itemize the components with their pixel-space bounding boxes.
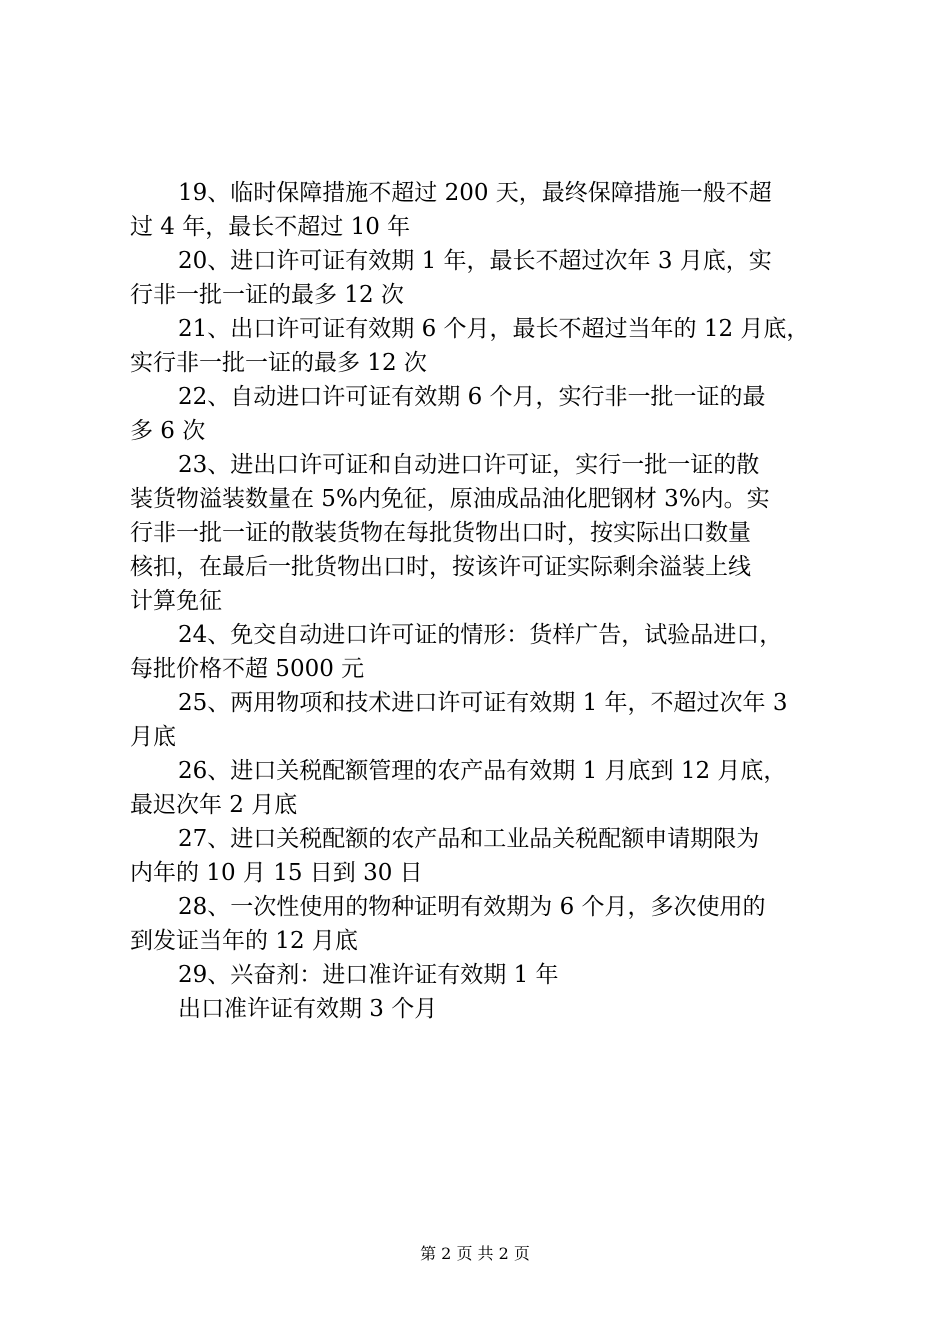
text-line: 到发证当年的 12 月底: [130, 928, 358, 954]
text-line: 多 6 次: [130, 418, 206, 444]
text-line: 25、两用物项和技术进口许可证有效期 1 年，不超过次年 3: [178, 690, 788, 716]
text-line: 实行非一批一证的最多 12 次: [130, 350, 427, 376]
text-line: 装货物溢装数量在 5%内免征，原油成品油化肥钢材 3%内。实: [130, 486, 770, 512]
text-line: 核扣，在最后一批货物出口时，按该许可证实际剩余溢装上线: [130, 554, 751, 580]
text-line: 21、出口许可证有效期 6 个月，最长不超过当年的 12 月底，: [178, 316, 810, 342]
text-line: 月底: [130, 724, 176, 750]
document-body: [130, 176, 835, 1026]
text-line: 27、进口关税配额的农产品和工业品关税配额申请期限为: [178, 826, 760, 852]
text-line: 过 4 年，最长不超过 10 年: [130, 214, 411, 240]
text-line: 19、临时保障措施不超过 200 天，最终保障措施一般不超: [178, 180, 772, 206]
text-line: 最迟次年 2 月底: [130, 792, 298, 818]
text-line: 计算免征: [130, 588, 222, 614]
text-line: 20、进口许可证有效期 1 年，最长不超过次年 3 月底，实: [178, 248, 772, 274]
text-line: 行非一批一证的最多 12 次: [130, 282, 404, 308]
text-line: 行非一批一证的散装货物在每批货物出口时，按实际出口数量: [130, 520, 751, 546]
text-line: 22、自动进口许可证有效期 6 个月，实行非一批一证的最: [178, 384, 766, 410]
text-line: 26、进口关税配额管理的农产品有效期 1 月底到 12 月底，: [178, 758, 787, 784]
text-line: 29、兴奋剂：进口准许证有效期 1 年: [178, 962, 559, 988]
text-line: 每批价格不超 5000 元: [130, 656, 365, 682]
text-line: 23、进出口许可证和自动进口许可证，实行一批一证的散: [178, 452, 760, 478]
text-line: 内年的 10 月 15 日到 30 日: [130, 860, 423, 886]
text-line: 28、一次性使用的物种证明有效期为 6 个月，多次使用的: [178, 894, 766, 920]
page-footer: 第 2 页 共 2 页: [420, 1244, 530, 1263]
text-line: 24、免交自动进口许可证的情形：货样广告，试验品进口，: [178, 622, 783, 648]
text-line: 出口准许证有效期 3 个月: [178, 996, 438, 1022]
